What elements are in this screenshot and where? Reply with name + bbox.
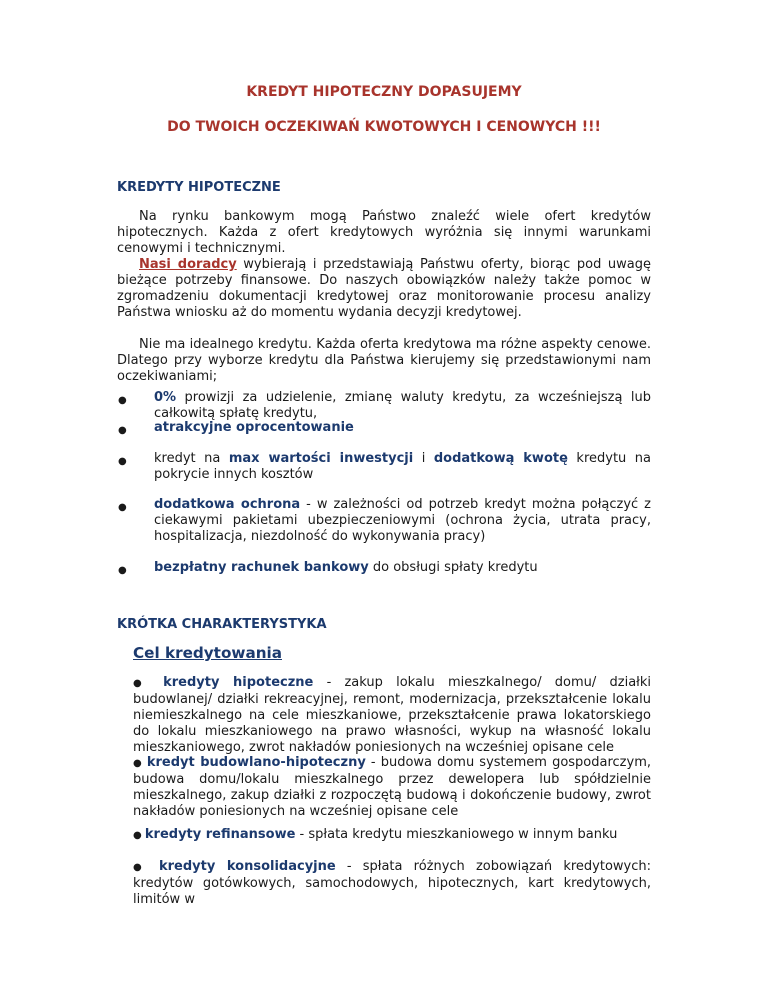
cel-item-konsolidacyjne: ● kredyty konsolidacyjne - spłata różnych zobowiązań kredytowych: kredytów gotówkowych, samochodowych, hipotecznych, kart kredytowych, limitów w <box>133 859 652 907</box>
bullet-item-dodatkowa-ochrona: dodatkowa ochrona - w zależności od potrzeb kredyt można połączyć z ciekawymi pakietami ubezpieczeniowymi (ochrona życia, utrata pracy, hospitalizacja, niezdolność do wykonywania pracy) <box>154 497 652 544</box>
bullet-item-prowizja: 0% prowizji za udzielenie, zmianę waluty kredytu, za wcześniejszą lub całkowitą spłatę kredytu, <box>154 390 651 421</box>
bullet-dot: ● <box>133 862 159 873</box>
subheading-cel-kredytowania: Cel kredytowania <box>133 644 282 662</box>
section-heading-krotka-charakterystyka: KRÓTKA CHARAKTERYSTYKA <box>117 617 327 632</box>
bullet-item-oprocentowanie: atrakcyjne oprocentowanie <box>154 420 354 435</box>
bullet-dot: ● <box>133 830 145 841</box>
bullet-item-max-wartosc: kredyt na max wartości inwestycji i dodatkową kwotę kredytu na pokrycie innych kosztów <box>154 451 651 482</box>
section-heading-kredyty-hipoteczne: KREDYTY HIPOTECZNE <box>117 180 281 195</box>
bullet-dot: ● <box>133 678 164 689</box>
page-title-line-2: DO TWOICH OCZEKIWAŃ KWOTOWYCH I CENOWYCH !!! <box>167 119 601 135</box>
bullet-dot: ● <box>118 395 127 406</box>
nasi-doradcy-link[interactable]: Nasi doradcy <box>139 257 237 272</box>
page-title-line-1: KREDYT HIPOTECZNY DOPASUJEMY <box>246 84 522 100</box>
bullet-dot: ● <box>118 502 127 513</box>
bullet-dot: ● <box>133 758 147 769</box>
cel-item-budowlano-hipoteczny: ● kredyt budowlano-hipoteczny - budowa domu systemem gospodarczym, budowa domu/lokalu mieszkalnego przez dewelopera lub spółdzielnie mieszkalnego, zakup działki z rozpoczętą budową i dokończenie budowy, zwrot nakładów poniesionych na wcześniej opisane cele <box>133 755 651 819</box>
bullet-dot: ● <box>118 456 127 467</box>
paragraph-no-ideal-credit: Nie ma idealnego kredytu. Każda oferta kredytowa ma różne aspekty cenowe. Dlatego przy wyborze kredytu dla Państwa kierujemy się przedstawionymi nam oczekiwaniami; <box>117 337 651 384</box>
bullet-item-rachunek: bezpłatny rachunek bankowy do obsługi spłaty kredytu <box>154 560 538 575</box>
bullet-dot: ● <box>118 565 127 576</box>
paragraph-doradcy-text: wybierają i przedstawiają Państwu oferty, biorąc pod uwagę bieżące potrzeby finansowe. Do naszych obowiązków należy także pomoc w zgromadzeniu dokumentacji kredytowej oraz monitorowanie procesu analizy Państwa wniosku aż do momentu wydania decyzji kredytowej. <box>117 257 651 320</box>
paragraph-doradcy <box>117 257 651 321</box>
bullet-dot: ● <box>118 425 127 436</box>
cel-item-refinansowe: ● kredyty refinansowe - spłata kredytu mieszkaniowego w innym banku <box>133 827 618 842</box>
paragraph-intro: Na rynku bankowym mogą Państwo znaleźć wiele ofert kredytów hipotecznych. Każda z ofert kredytowych wyróżnia się innymi warunkami cenowymi i technicznymi. <box>117 209 651 256</box>
cel-item-hipoteczne: ● kredyty hipoteczne - zakup lokalu mieszkalnego/ domu/ działki budowlanej/ działki rekreacyjnej, remont, modernizacja, przekształcenie lokalu niemieszkalnego na cele mieszkaniowe, przekształcenie prawa lokatorskiego do lokalu mieszkaniowego na prawo własności, wykup na własność lokalu mieszkaniowego, zwrot nakładów poniesionych na wcześniej opisane cele <box>133 675 651 755</box>
